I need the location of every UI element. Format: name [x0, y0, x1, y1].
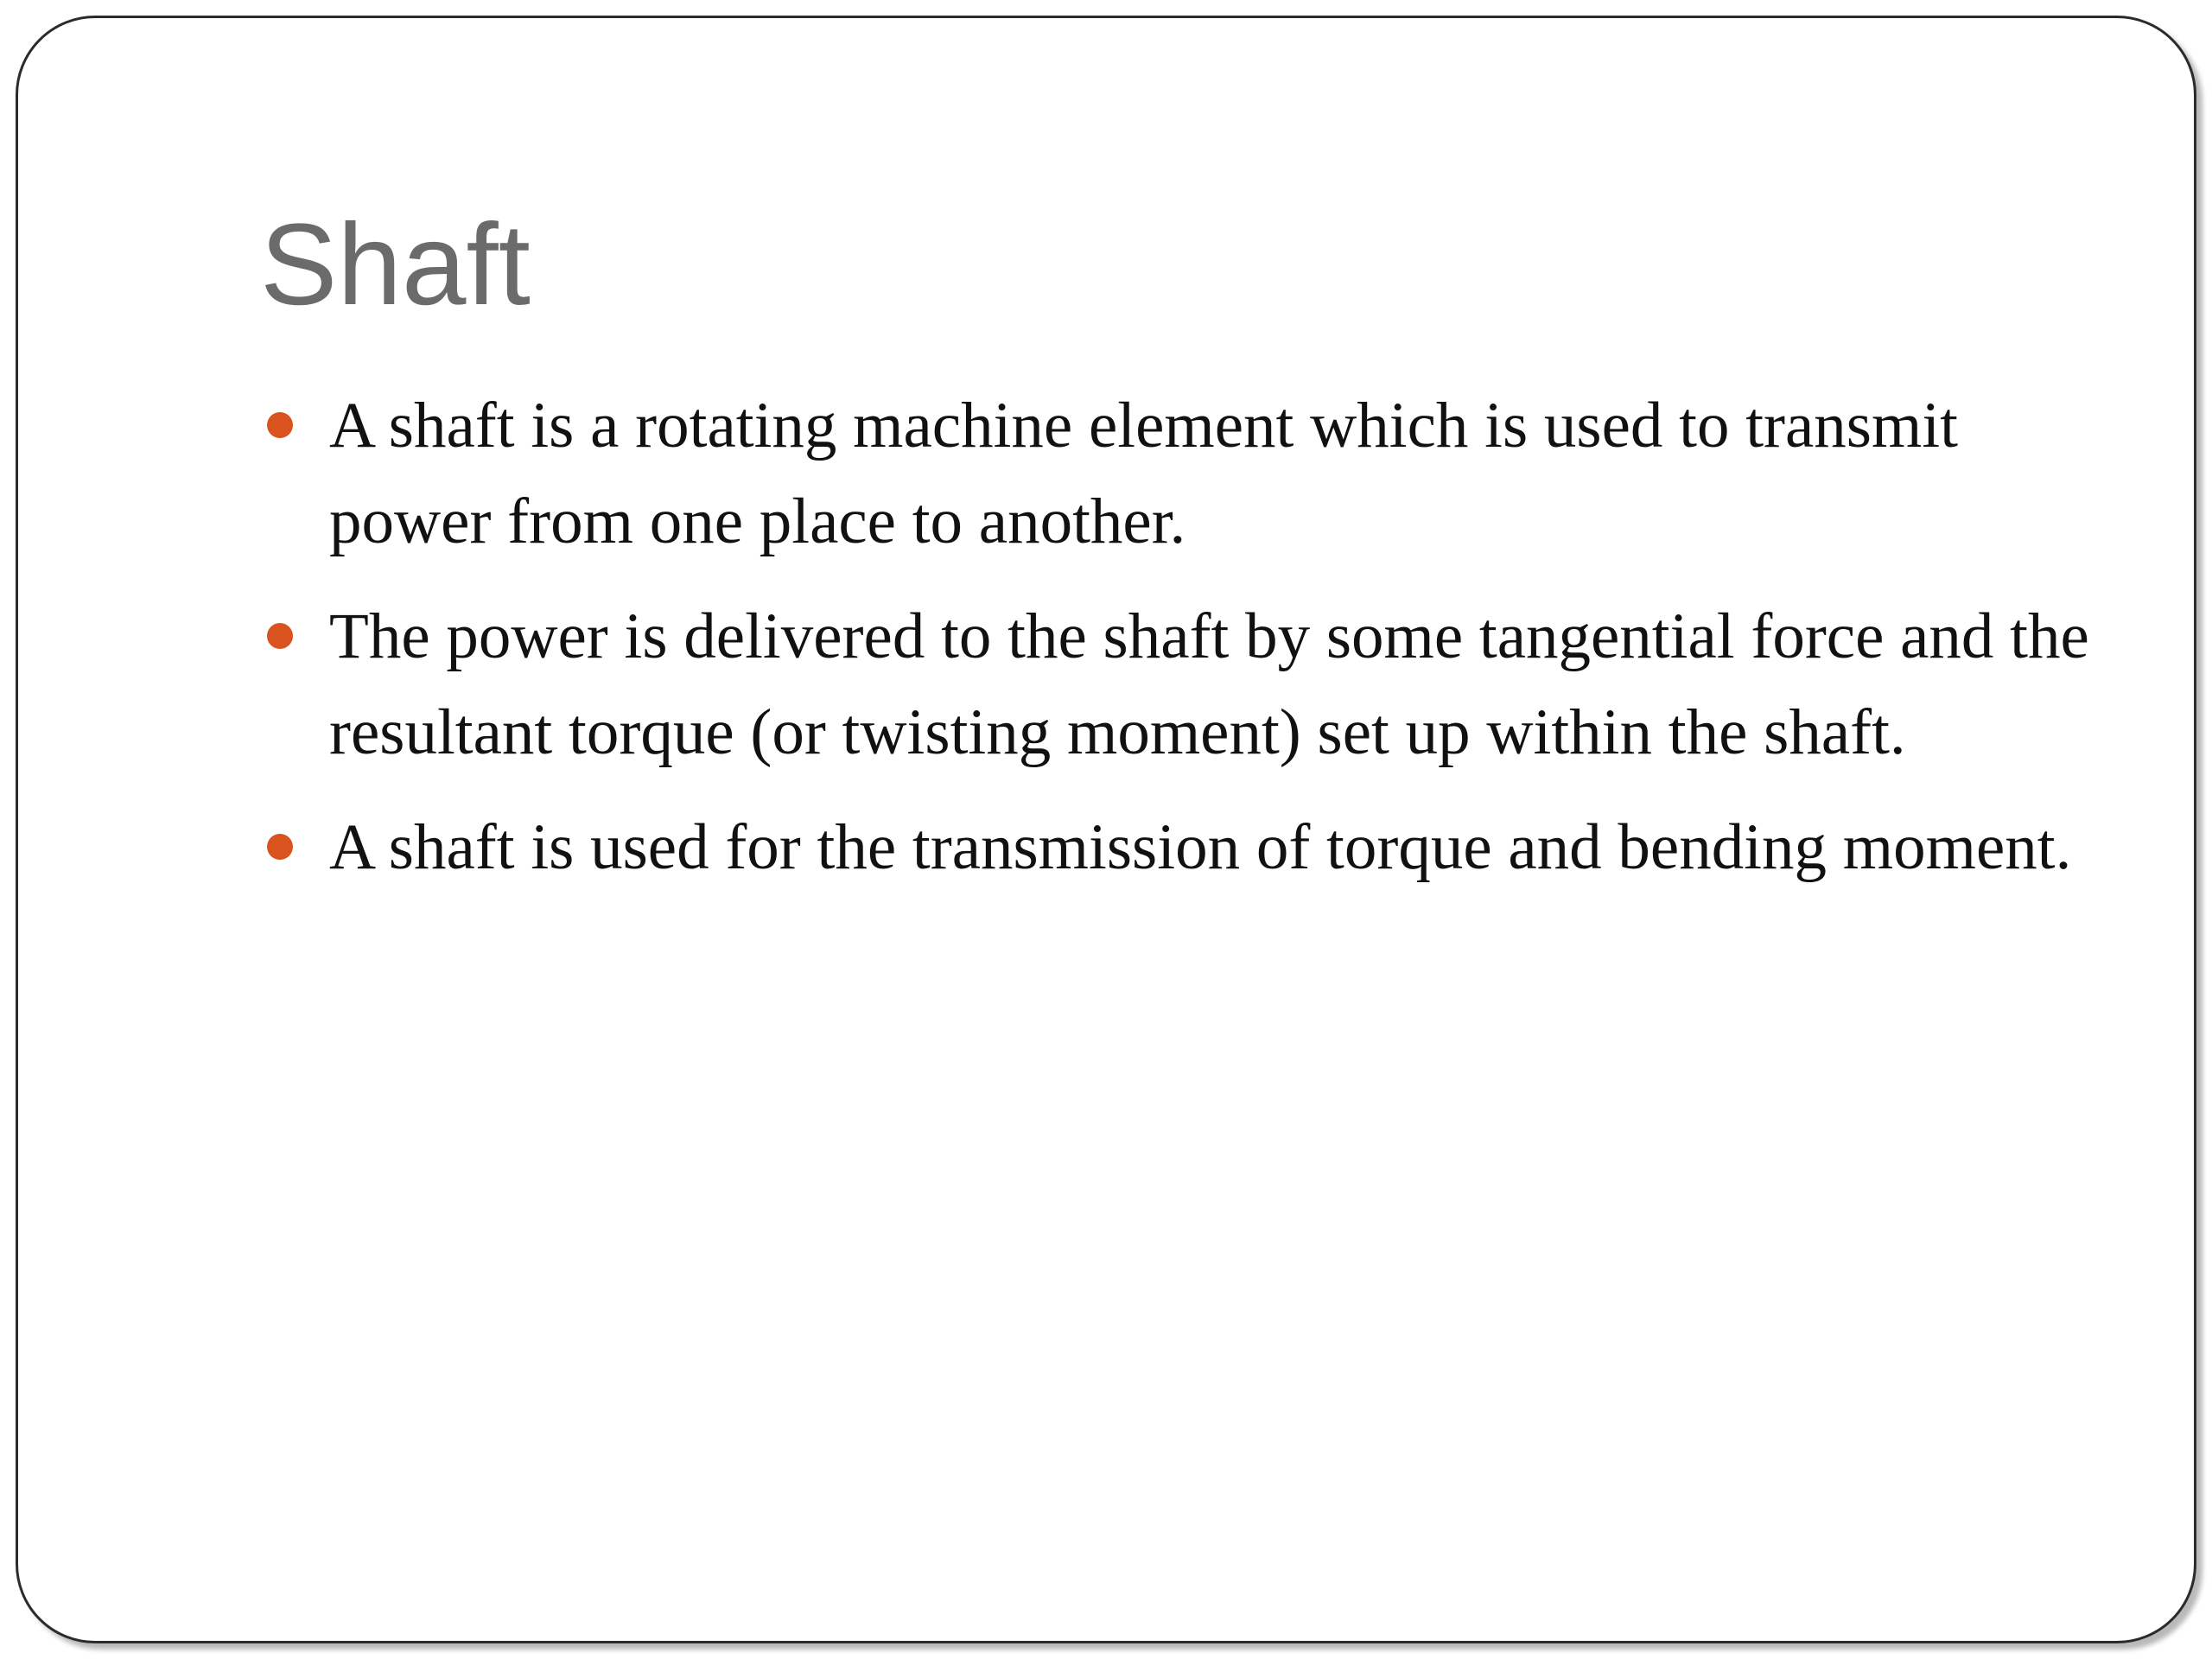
bullet-dot-icon	[267, 412, 293, 438]
bullet-list	[260, 378, 2092, 914]
bullet-item	[260, 799, 2092, 895]
bullet-item	[260, 588, 2092, 780]
slide-frame	[16, 16, 2196, 1643]
bullet-dot-icon	[267, 834, 293, 860]
bullet-text: A shaft is a rotating machine element which is used to transmit power from one place to another.	[329, 390, 1958, 557]
bullet-dot-icon	[267, 623, 293, 649]
bullet-item	[260, 378, 2092, 569]
bullet-text: A shaft is used for the transmission of torque and bending moment.	[329, 811, 2072, 883]
slide-title: Shaft	[260, 200, 531, 329]
bullet-text: The power is delivered to the shaft by some tangential force and the resultant torque (or twisting moment) set up within the shaft.	[329, 601, 2089, 768]
